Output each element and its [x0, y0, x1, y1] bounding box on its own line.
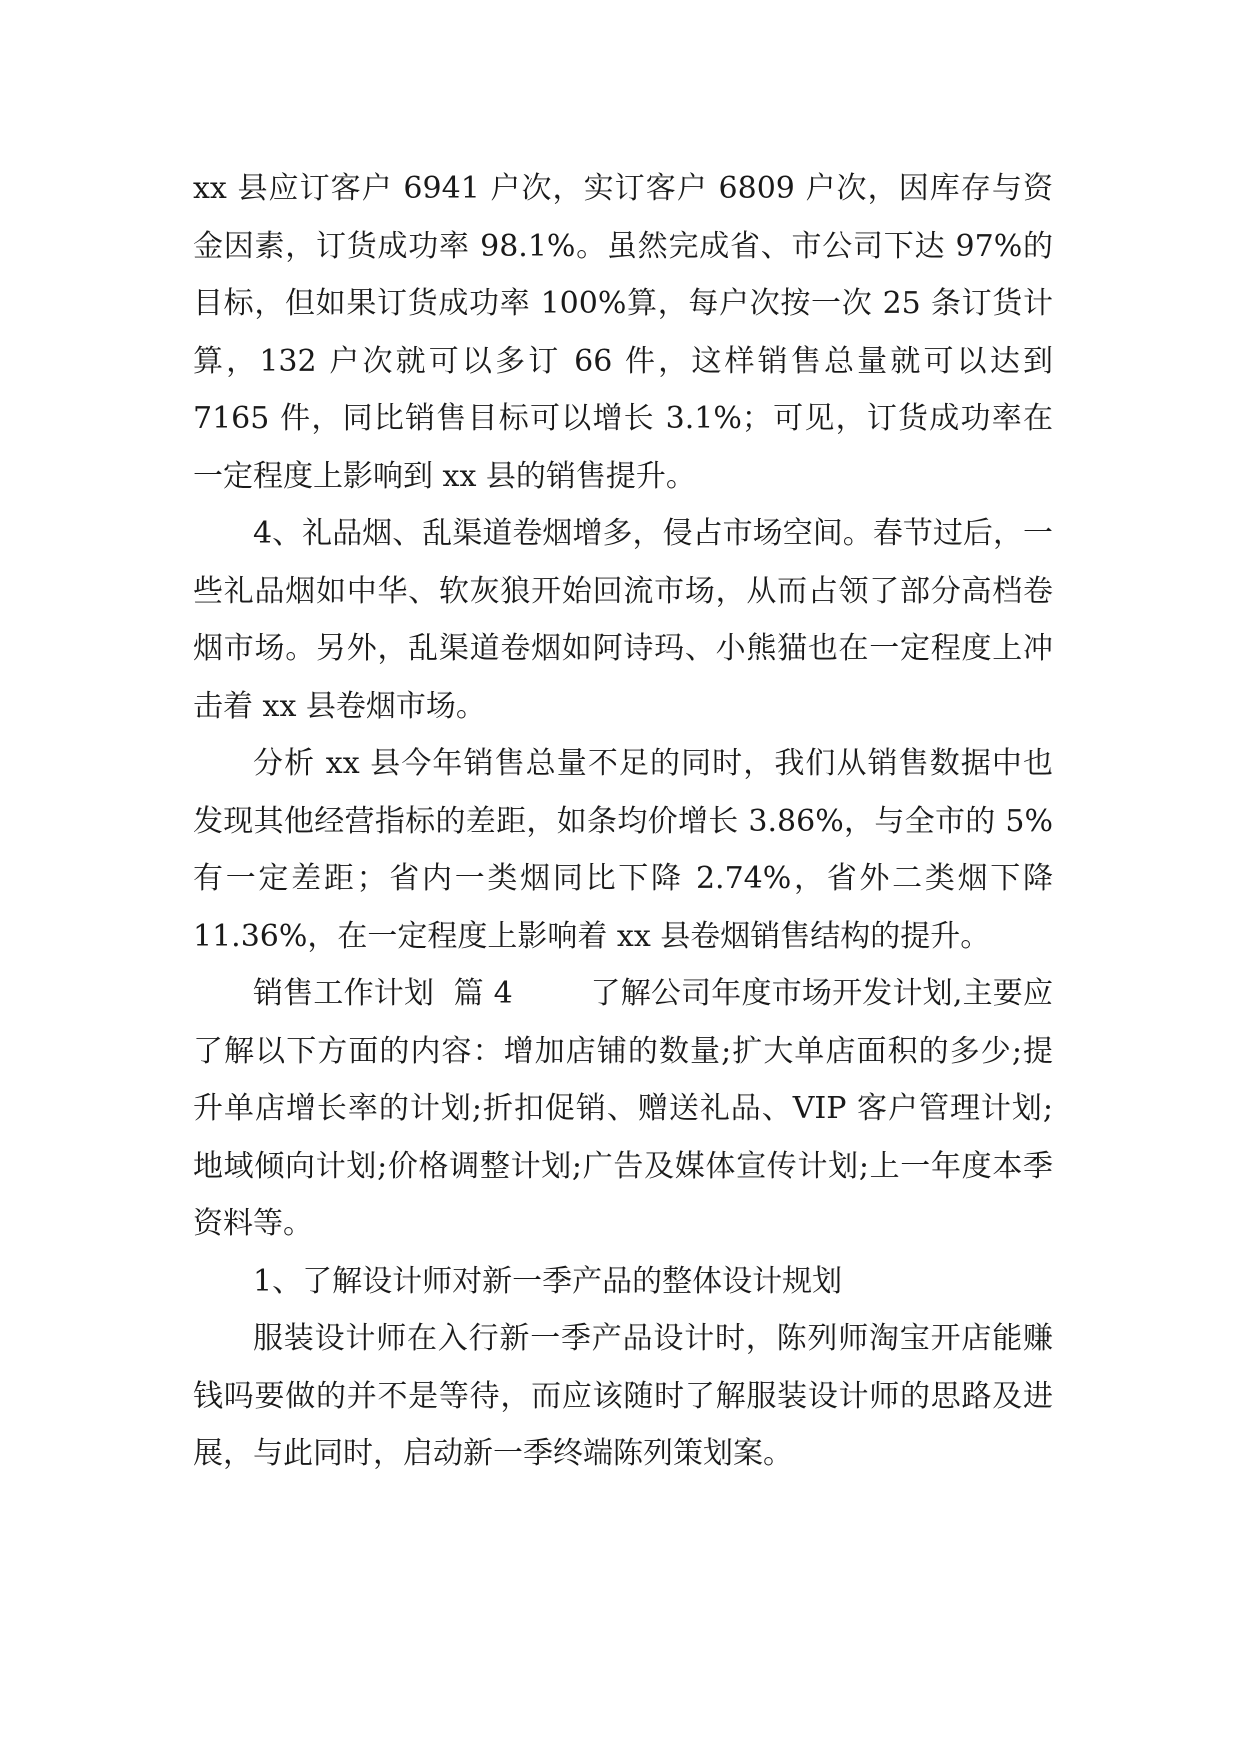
paragraph-gift-cigarettes: 4、礼品烟、乱渠道卷烟增多，侵占市场空间。春节过后，一些礼品烟如中华、软灰狼开始回流市场，从而占领了部分高档卷烟市场。另外，乱渠道卷烟如阿诗玛、小熊猫也在一定程度上冲击着 xx 县卷烟市场。 — [193, 516, 1053, 724]
paragraph-sales-analysis: 分析 xx 县今年销售总量不足的同时，我们从销售数据中也发现其他经营指标的差距，如条均价增长 3.86%，与全市的 5%有一定差距；省内一类烟同比下降 2.74%，省外二类烟下降 11.36%，在一定程度上影响着 xx 县卷烟销售结构的提升。 — [193, 746, 1053, 954]
section-heading: 销售工作计划 篇 4 — [253, 976, 513, 1011]
paragraph-designer-plan-title: 1、了解设计师对新一季产品的整体设计规划 — [253, 1263, 843, 1299]
heading-gap — [513, 976, 591, 1011]
document-body — [193, 160, 1053, 1483]
paragraph-plan-4 — [193, 965, 1053, 1253]
paragraph-designer-plan-body: 服装设计师在入行新一季产品设计时，陈列师淘宝开店能赚钱吗要做的并不是等待，而应该随时了解服装设计师的思路及进展，与此同时，启动新一季终端陈列策划案。 — [193, 1321, 1053, 1471]
paragraph-order-success-rate: xx 县应订客户 6941 户次，实订客户 6809 户次，因库存与资金因素，订货成功率 98.1%。虽然完成省、市公司下达 97%的目标，但如果订货成功率 100%算，每户次按一次 25 条订货计算，132 户次就可以多订 66 件，这样销售总量就可以达到 7165 件，同比销售目标可以增长 3.1%；可见，订货成功率在一定程度上影响到 xx 县的销售提升。 — [193, 171, 1053, 494]
paragraph-plan-4-text: 了解公司年度市场开发计划,主要应了解以下方面的内容：增加店铺的数量;扩大单店面积的多少;提升单店增长率的计划;折扣促销、赠送礼品、VIP 客户管理计划;地域倾向计划;价格调整计划;广告及媒体宣传计划;上一年度本季资料等。 — [193, 976, 1053, 1241]
